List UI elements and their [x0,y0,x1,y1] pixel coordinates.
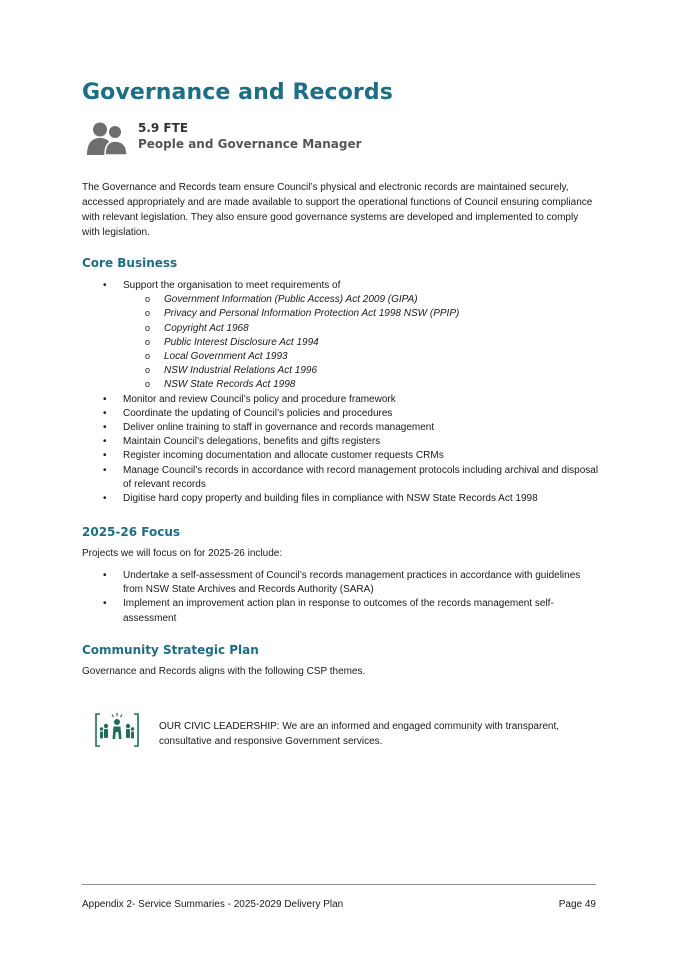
footer-document-title: Appendix 2- Service Summaries - 2025-2029 Delivery Plan [82,899,344,910]
act-item: o Privacy and Personal Information Protection Act 1998 NSW (PPIP) [123,307,602,321]
civic-leadership-icon [94,712,140,748]
act-item: o NSW Industrial Relations Act 1996 [123,364,602,378]
focus-list [82,569,602,626]
list-item: • Undertake a self-assessment of Council’s records management practices in accordance with guidelines from NSW State Archives and Records Authority (SARA) [82,569,602,597]
list-item: • Digitise hard copy property and building files in compliance with NSW State Records Act 1998 [82,492,602,506]
page-title: Governance and Records [82,80,393,105]
people-icon [86,121,128,155]
core-business-heading: Core Business [82,256,178,270]
core-business-list [82,279,602,506]
list-item-text: Support the organisation to meet requirements of [123,280,341,291]
intro-paragraph: The Governance and Records team ensure Council’s physical and electronic records are maintained securely, accessed appropriately and are made available to support the operational functions of Council ensuring compliance with relevant legislation. They also ensure good governance systems are developed and implemented to comply with legislation. [82,182,593,238]
list-item: • Register incoming documentation and allocate customer requests CRMs [82,449,602,463]
act-item: o Public Interest Disclosure Act 1994 [123,336,602,350]
act-item: o Local Government Act 1993 [123,350,602,364]
act-item: o NSW State Records Act 1998 [123,378,602,392]
list-item: • Manage Council’s records in accordance with record management protocols including archival and disposal of relevant records [82,464,602,492]
list-item: • Monitor and review Council’s policy and procedure framework [82,393,602,407]
focus-heading: 2025-26 Focus [82,525,181,539]
list-item: • Deliver online training to staff in governance and records management [82,421,602,435]
list-item: • Implement an improvement action plan in response to outcomes of the records management self-assessment [82,597,602,625]
csp-theme-text: OUR CIVIC LEADERSHIP: We are an informed and engaged community with transparent, consultative and responsive Government services. [159,721,559,747]
act-item: o Copyright Act 1968 [123,322,602,336]
list-item [82,279,602,393]
act-item: o Government Information (Public Access) Act 2009 (GIPA) [123,293,602,307]
csp-intro: Governance and Records aligns with the following CSP themes. [82,666,366,677]
list-item: • Coordinate the updating of Council’s policies and procedures [82,407,602,421]
manager-role: People and Governance Manager [138,137,362,151]
csp-heading: Community Strategic Plan [82,643,259,657]
page-number: Page 49 [558,899,596,910]
focus-intro: Projects we will focus on for 2025-26 include: [82,548,283,559]
acts-sublist [123,293,602,392]
fte-count: 5.9 FTE [138,121,189,135]
list-item: • Maintain Council’s delegations, benefits and gifts registers [82,435,602,449]
footer-divider [82,884,596,885]
